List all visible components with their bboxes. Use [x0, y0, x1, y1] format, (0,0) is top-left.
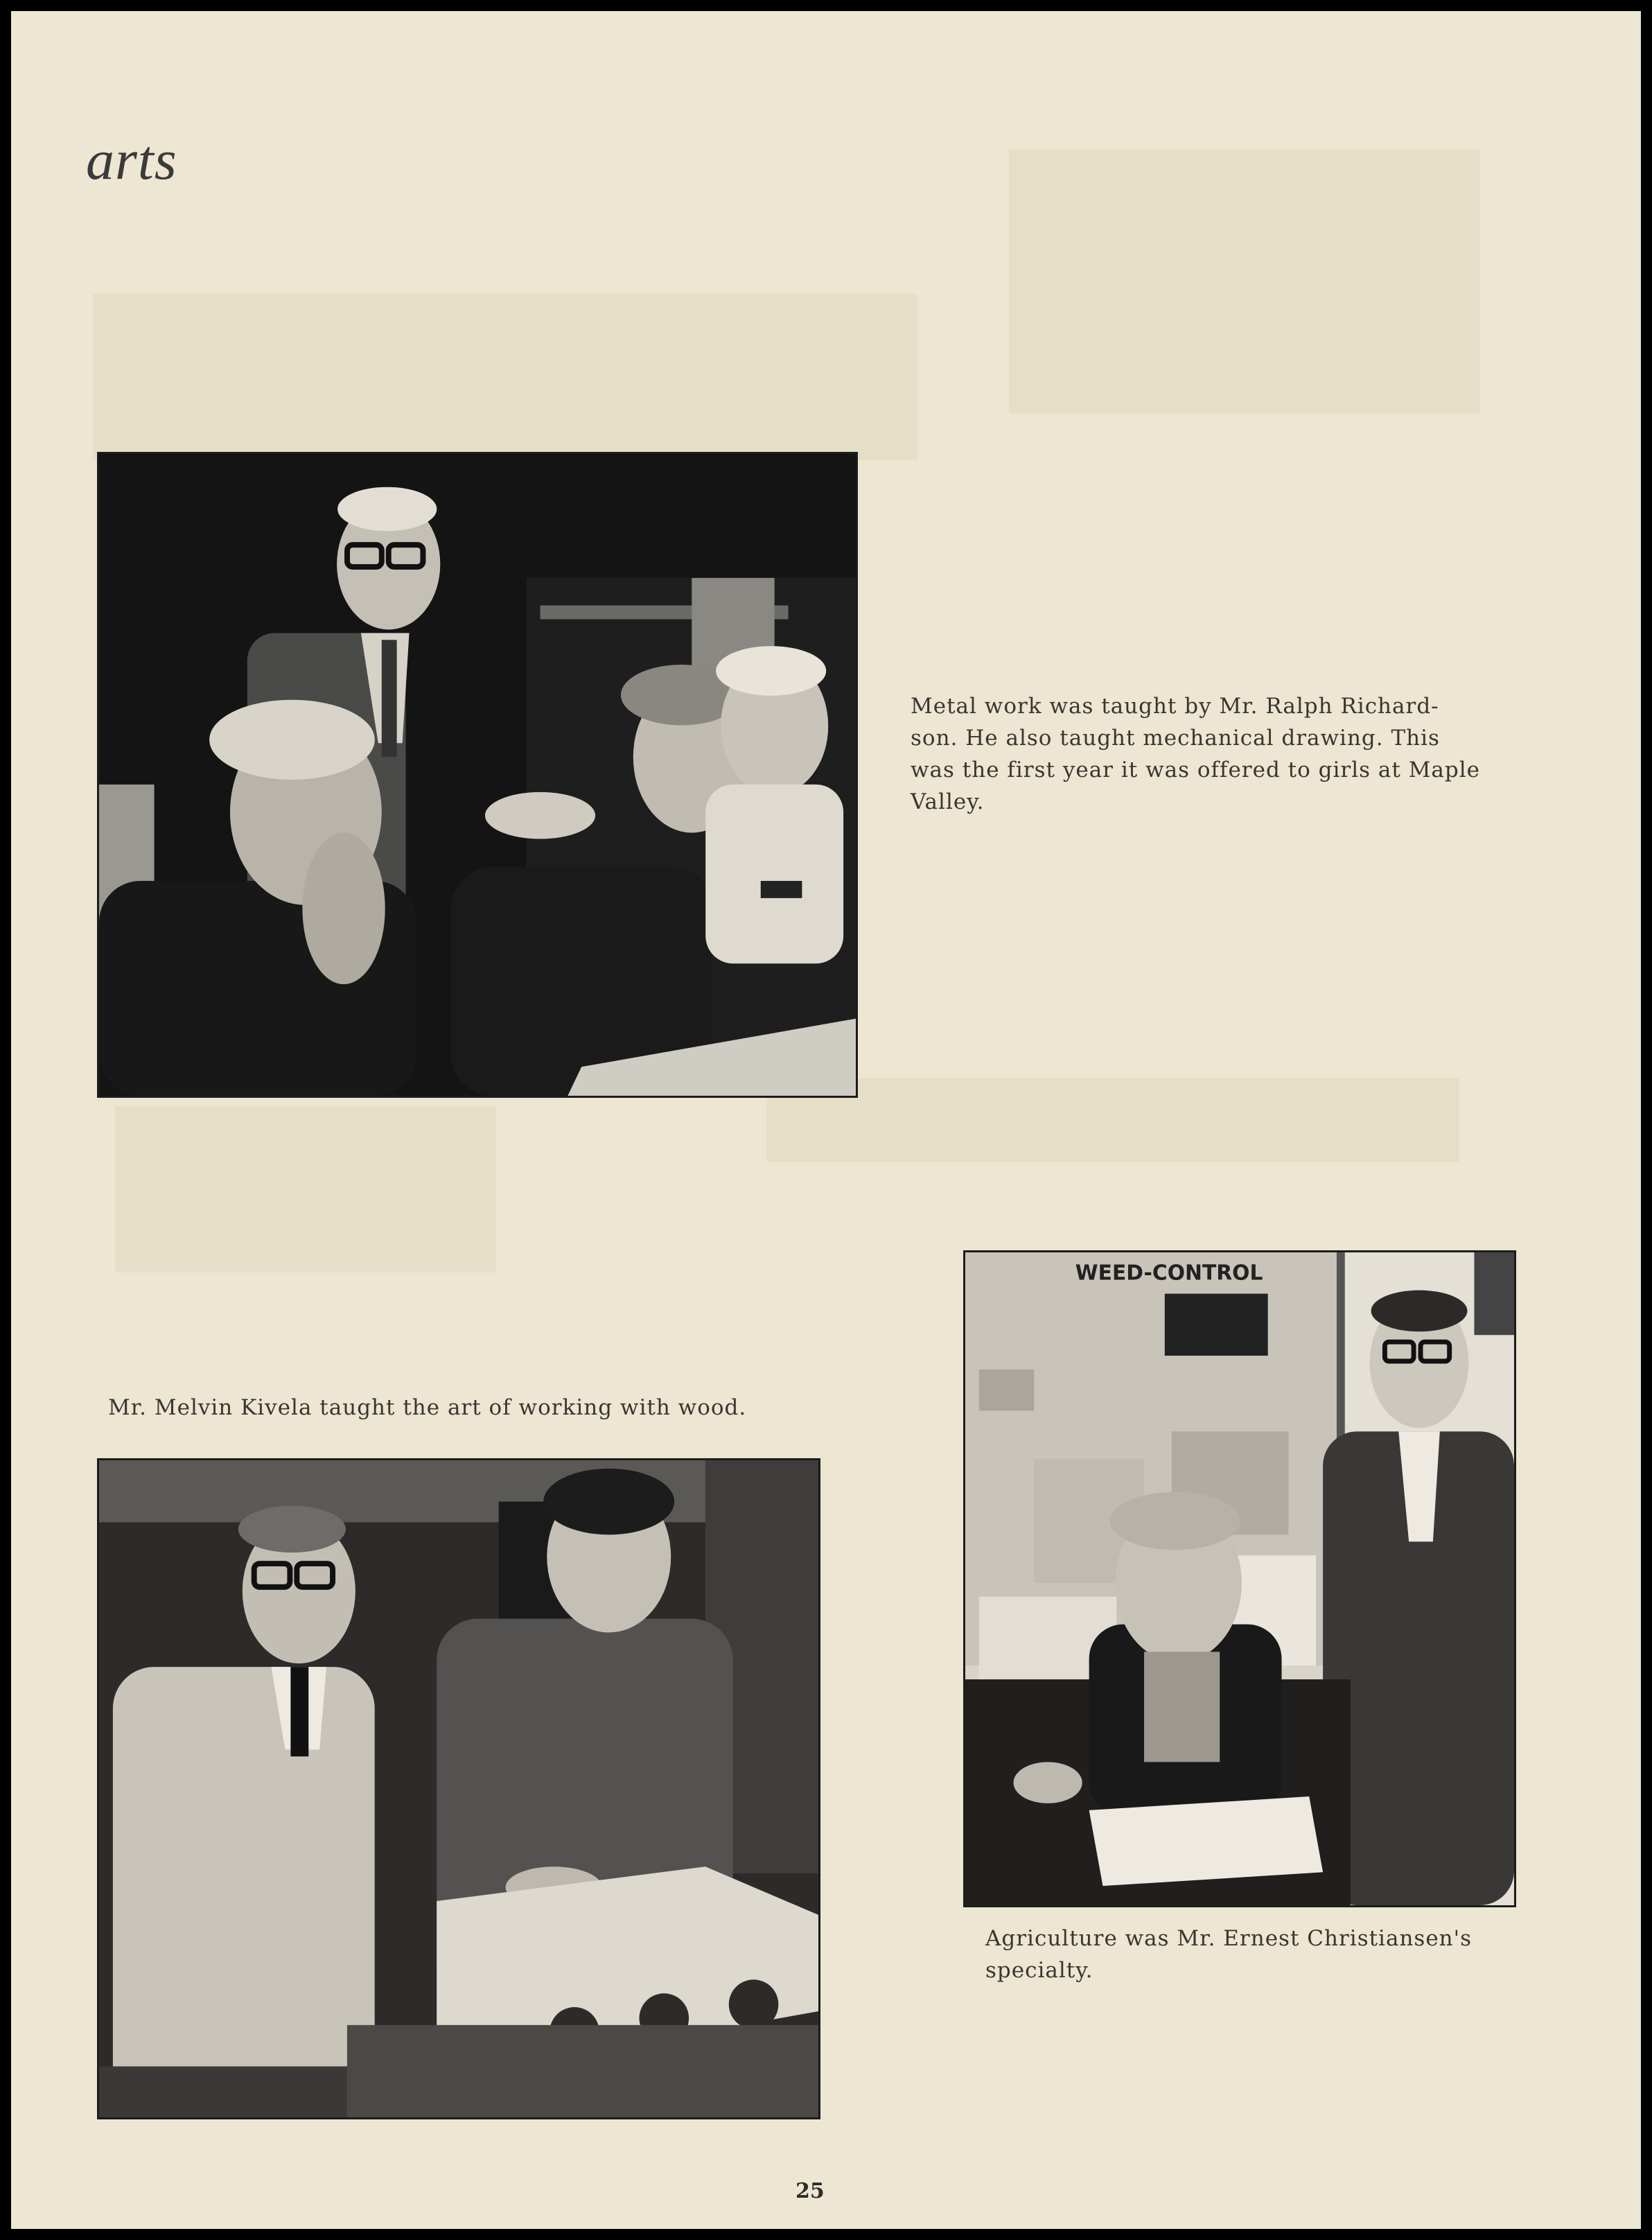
- metal-work-photo-image: [99, 454, 856, 1096]
- metal-work-photo: [97, 452, 858, 1098]
- section-title: arts: [86, 128, 177, 191]
- page-number: 25: [796, 2179, 825, 2203]
- yearbook-page: [11, 11, 1641, 2229]
- agriculture-caption: Agriculture was Mr. Ernest Christiansen's specialty.: [985, 1926, 1473, 1983]
- woodworking-caption: Mr. Melvin Kivela taught the art of working with wood.: [108, 1395, 747, 1420]
- woodworking-photo: [97, 1458, 820, 2119]
- show-through-block: [1009, 150, 1480, 413]
- metal-work-caption: Metal work was taught by Mr. Ralph Richard-son. He also taught mechanical drawing. This was the first year it was offered to girls at Maple Valley.: [911, 694, 1481, 814]
- agriculture-photo-image: [965, 1252, 1514, 1905]
- show-through-block: [115, 1106, 496, 1272]
- weed-control-poster-text: WEED-CONTROL: [1075, 1261, 1263, 1286]
- show-through-block: [93, 294, 917, 460]
- agriculture-photo: [963, 1250, 1516, 1907]
- woodworking-photo-image: [99, 1460, 818, 2117]
- show-through-block: [766, 1078, 1459, 1162]
